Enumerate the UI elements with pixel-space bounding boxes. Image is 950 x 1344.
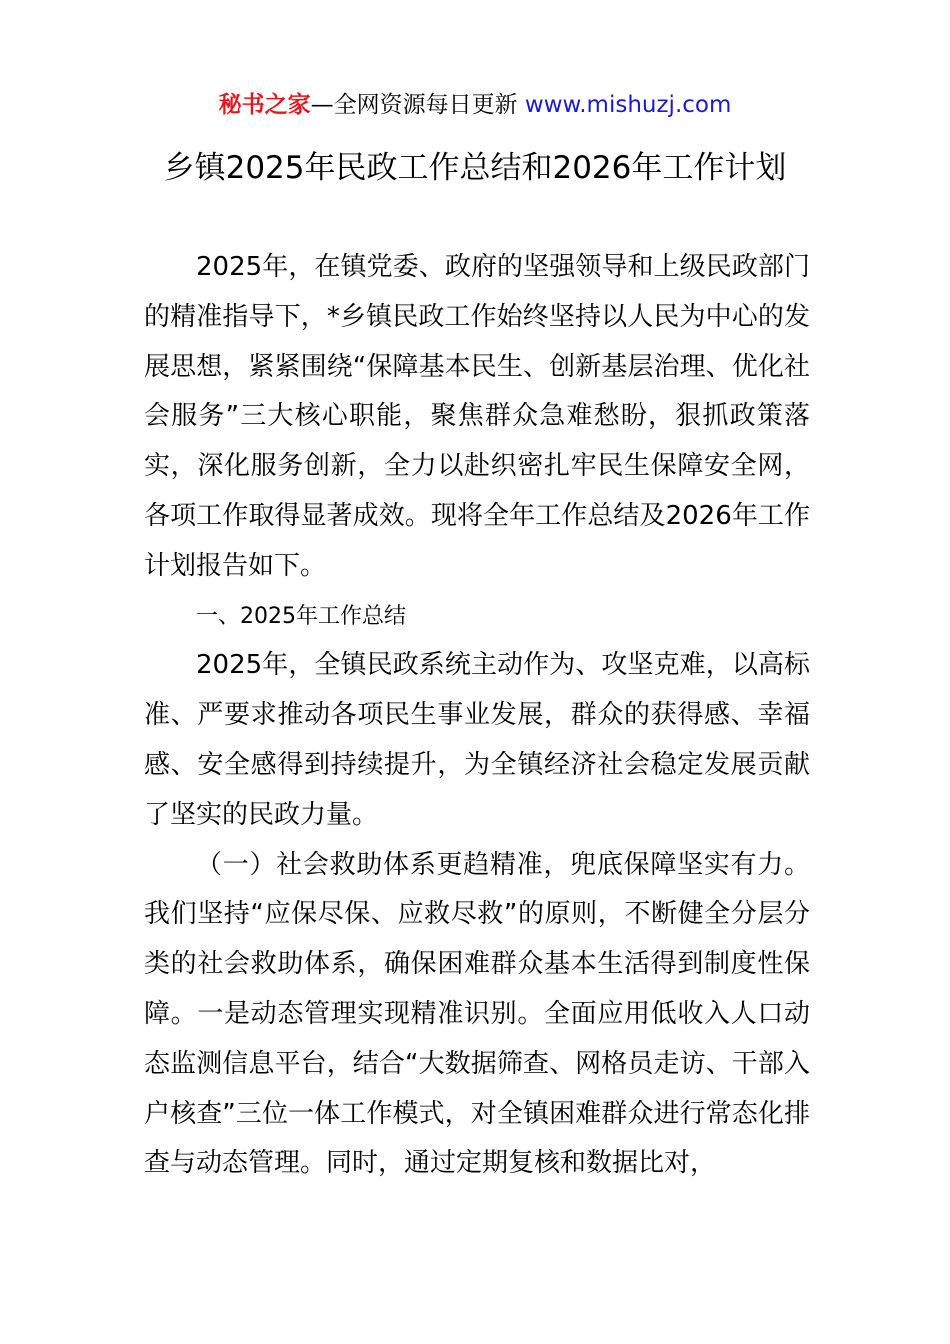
site-url-link[interactable]: www.mishuzj.com: [524, 92, 732, 118]
intro-paragraph: 2025年，在镇党委、政府的坚强领导和上级民政部门的精准指导下，*乡镇民政工作始终坚持以人民为中心的发展思想，紧紧围绕“保障基本民生、创新基层治理、优化社会服务”三大核心职能，聚焦群众急难愁盼，狠抓政策落实，深化服务创新，全力以赴织密扎牢民生保障安全网，各项工作取得显著成效。现将全年工作总结及2026年工作计划报告如下。: [144, 252, 810, 581]
summary-paragraph: 2025年，全镇民政系统主动作为、攻坚克难，以高标准、严要求推动各项民生事业发展，群众的获得感、幸福感、安全感得到持续提升，为全镇经济社会稳定发展贡献了坚实的民政力量。: [144, 650, 810, 830]
document-title: 乡镇2025年民政工作总结和2026年工作计划: [163, 150, 787, 186]
site-brand: 秘书之家: [218, 92, 311, 118]
document-body: [144, 243, 810, 1189]
social-assistance-paragraph: （一）社会救助体系更趋精准，兜底保障坚实有力。我们坚持“应保尽保、应救尽救”的原则，不断健全分层分类的社会救助体系，确保困难群众基本生活得到制度性保障。一是动态管理实现精准识别。全面应用低收入人口动态监测信息平台，结合“大数据筛查、网格员走访、干部入户核查”三位一体工作模式，对全镇困难群众进行常态化排查与动态管理。同时，通过定期复核和数据比对，: [144, 849, 810, 1179]
section-heading-summary: 一、2025年工作总结: [196, 603, 406, 629]
site-header: [0, 88, 950, 122]
site-tagline: —全网资源每日更新: [310, 92, 525, 118]
